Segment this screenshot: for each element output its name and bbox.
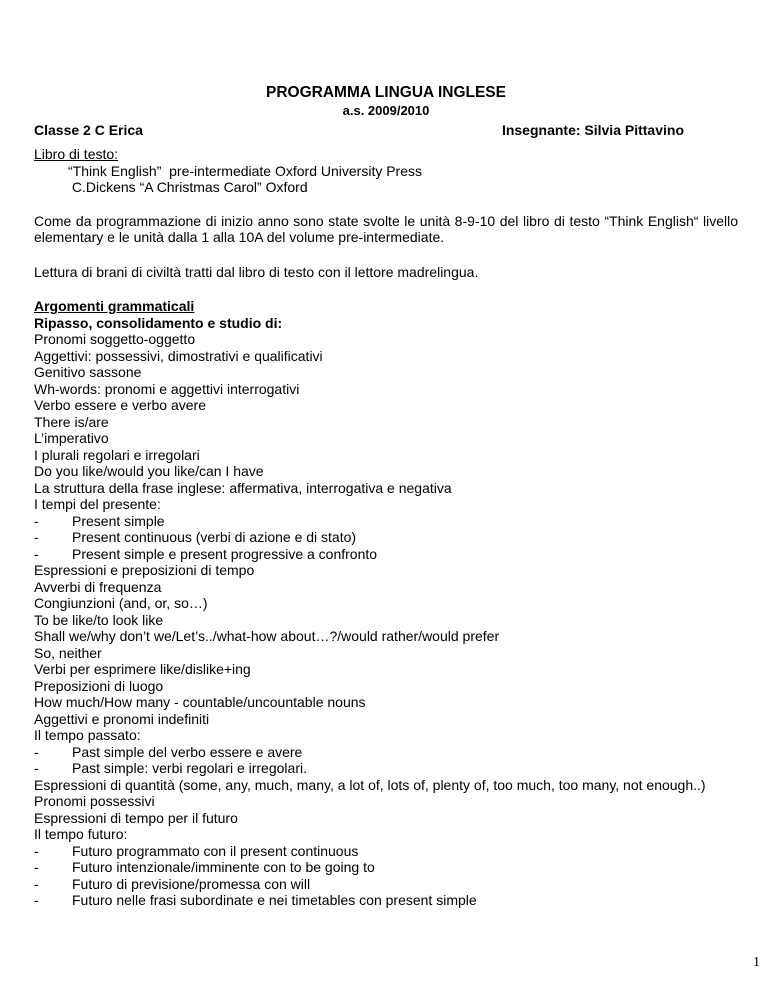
list-dash: - [34,512,39,529]
grammar-topic: Espressioni e preposizioni di tempo [34,562,255,578]
grammar-topic: Preposizioni di luogo [34,677,164,694]
grammar-subtopic [34,744,738,761]
grammar-topic: Pronomi soggetto-oggetto [34,331,196,347]
grammar-topic: Genitivo sassone [34,364,142,380]
grammar-topic: Espressioni di tempo per il futuro [34,809,238,826]
grammar-topic: How much/How many - countable/uncountable nouns [34,694,366,710]
grammar-subtopic-text: Present simple e present progressive a confronto [72,545,378,562]
grammar-subheading: Ripasso, consolidamento e studio di: [34,314,283,331]
grammar-topic: So, neither [34,644,102,661]
class-teacher-row [34,122,684,139]
grammar-topic: Il tempo passato: [34,727,141,743]
grammar-subtopic [34,546,738,563]
textbook-line-2: C.Dickens “A Christmas Carol” Oxford [68,179,308,195]
list-dash: - [34,859,39,875]
grammar-subtopic-text: Futuro programmato con il present continuous [72,842,359,859]
textbook-line-1: “Think English” pre-intermediate Oxford University Press [68,162,423,179]
grammar-topic: Pronomi possessivi [34,793,155,809]
grammar-subtopic-text: Futuro nelle frasi subordinate e nei timetables con present simple [72,892,477,908]
grammar-topic: There is/are [34,413,109,430]
page-number: 1 [753,955,760,970]
grammar-topic: Verbo essere e verbo avere [34,397,206,413]
grammar-topic-list [34,331,738,909]
list-dash: - [34,545,39,562]
grammar-topic: I tempi del presente: [34,496,161,512]
school-year: a.s. 2009/2010 [342,103,430,118]
grammar-topic: Congiunzioni (and, or, so…) [34,595,208,611]
grammar-subtopic [34,876,738,893]
grammar-topic: Do you like/would you like/can I have [34,463,264,479]
list-dash: - [34,842,39,859]
grammar-topic: To be like/to look like [34,611,164,628]
grammar-topic: Wh-words: pronomi e aggettivi interrogativi [34,380,300,397]
document-body [34,147,738,909]
list-dash: - [34,892,39,908]
grammar-topic: I plurali regolari e irregolari [34,446,200,463]
list-dash: - [34,760,39,776]
grammar-topic: Espressioni di quantità (some, any, much, many, a lot of, lots of, plenty of, too much, too many, not enough..) [34,776,706,793]
grammar-topic: Il tempo futuro: [34,826,128,842]
paragraph-units: Come da programmazione di inizio anno sono state svolte le unità 8-9-10 del libro di testo “Think English“ livello elementary e le unità dalla 1 alla 10A del volume pre-intermediate. [34,212,738,245]
grammar-subtopic-text: Present simple [72,512,165,529]
grammar-topic: Aggettivi: possessivi, dimostrativi e qualificativi [34,347,323,364]
grammar-subtopic [34,843,738,860]
grammar-subtopic-text: Present continuous (verbi di azione e di stato) [72,529,357,545]
grammar-topic: La struttura della frase inglese: affermativa, interrogativa e negativa [34,479,452,496]
grammar-subtopic-text: Futuro intenzionale/imminente con to be going to [72,859,375,875]
paragraph-reading: Lettura di brani di civiltà tratti dal libro di testo con il lettore madrelingua. [34,263,479,280]
textbook-heading: Libro di testo: [34,146,119,162]
grammar-subtopic [34,513,738,530]
grammar-subtopic-text: Futuro di previsione/promessa con will [72,875,311,892]
grammar-subtopic [34,859,738,876]
document-title: PROGRAMMA LINGUA INGLESE [266,84,506,101]
grammar-subtopic-text: Past simple: verbi regolari e irregolari. [72,760,307,776]
list-dash: - [34,875,39,892]
grammar-subtopic [34,892,738,909]
grammar-topic: Avverbi di frequenza [34,578,162,595]
grammar-topic: L’imperativo [34,430,109,446]
grammar-subtopic [34,529,738,546]
grammar-topic: Verbi per esprimere like/dislike+ing [34,661,251,677]
grammar-heading: Argomenti grammaticali [34,298,195,314]
grammar-topic: Aggettivi e pronomi indefiniti [34,710,210,727]
grammar-topic: Shall we/why don’t we/Let’s../what-how about…?/would rather/would prefer [34,628,500,644]
grammar-subtopic [34,760,738,777]
list-dash: - [34,743,39,760]
teacher-label: Insegnante: Silvia Pittavino [501,122,684,138]
class-label: Classe 2 C Erica [34,122,143,138]
list-dash: - [34,529,39,545]
grammar-subtopic-text: Past simple del verbo essere e avere [72,743,303,760]
